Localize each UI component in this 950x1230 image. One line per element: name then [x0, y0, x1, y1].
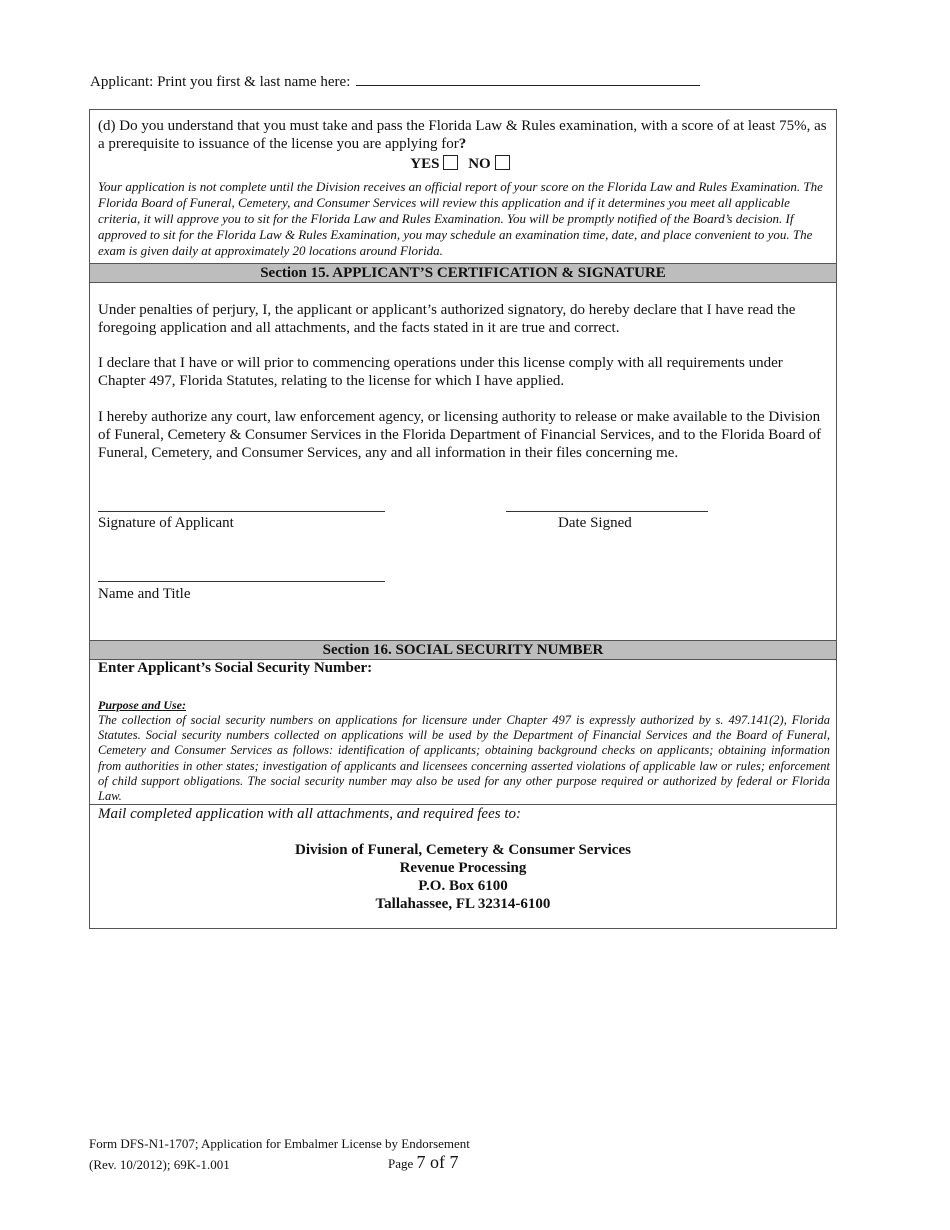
compliance-declaration: I declare that I have or will prior to commencing operations under this license comply with all requirements under Chapter 497, Florida Statutes, relating to the license for which I have applied.: [98, 355, 783, 389]
page-word: Page: [388, 1156, 414, 1171]
address-line-2: Revenue Processing: [399, 860, 527, 876]
form-box: [89, 109, 837, 929]
yes-label: YES: [410, 156, 440, 172]
footer-form-id: Form DFS-N1-1707; Application for Embalmer License by Endorsement: [89, 1136, 470, 1151]
yes-no-choice: [90, 155, 836, 173]
page-number: [388, 1152, 459, 1173]
no-checkbox[interactable]: [495, 155, 510, 170]
section-15-header: Section 15. APPLICANT’S CERTIFICATION & SIGNATURE: [90, 263, 836, 283]
mail-intro: Mail completed application with all attachments, and required fees to:: [98, 806, 521, 822]
name-title-label: Name and Title: [98, 586, 191, 602]
purpose-text: The collection of social security numbers on applications for licensure under Chapter 497 is expressly authorized by s. 497.141(2), Florida Statutes. Social security numbers collected on applications will be used by the Department of Financial Services and the Board of Funeral, Cemetery and Consumer Services as follows: identification of applicants; obtaining background checks on applicants; obtaining information from authorities in other states; investigation of applicants and licensees concerning asserted violations of applicable law or rules; enforcement of child support obligations. The social security number may also be used for any other purpose required or authorized by federal or Florida Law.: [98, 713, 830, 804]
question-d: [98, 117, 828, 153]
applicant-name-field[interactable]: [356, 71, 700, 86]
question-d-mark: ?: [458, 136, 467, 152]
mail-divider: [90, 804, 836, 805]
page-of: 7 of 7: [416, 1152, 459, 1172]
date-signed-label: Date Signed: [558, 515, 632, 531]
section-16-header: Section 16. SOCIAL SECURITY NUMBER: [90, 640, 836, 660]
applicant-name-prompt: [90, 71, 700, 91]
question-d-text: (d) Do you understand that you must take and pass the Florida Law & Rules examination, with a score of at least 75%, as a prerequisite to issuance of the license you are applying for: [98, 118, 827, 152]
footer-revision: (Rev. 10/2012); 69K-1.001: [89, 1157, 230, 1172]
date-signed-line[interactable]: [506, 511, 708, 512]
mailing-address: [90, 841, 836, 913]
exam-note: Your application is not complete until the Division receives an official report of your score on the Florida Law and Rules Examination. The Florida Board of Funeral, Cemetery, and Consumer Services will review this application and if it determines you meet all applicable criteria, it will approve you to sit for the Florida Law and Rules Examination. You will be promptly notified of the Board’s decision. If approved to sit for the Florida Law & Rules Examination, you may schedule an examination time, date, and place convenient to you. The exam is given daily at approximately 20 locations around Florida.: [98, 179, 823, 258]
yes-checkbox[interactable]: [443, 155, 458, 170]
signature-label: Signature of Applicant: [98, 515, 234, 531]
authorization-statement: I hereby authorize any court, law enforcement agency, or licensing authority to release or make available to the Division of Funeral, Cemetery & Consumer Services in the Florida Department of Financial Services, and to the Florida Board of Funeral, Cemetery, and Consumer Services, any and all information in their files concerning me.: [98, 409, 822, 461]
name-title-line[interactable]: [98, 581, 385, 582]
signature-line[interactable]: [98, 511, 385, 512]
perjury-declaration: Under penalties of perjury, I, the applicant or applicant’s authorized signatory, do hereby declare that I have read the foregoing application and all attachments, and the facts stated in it are true and correct.: [98, 302, 796, 336]
purpose-heading: Purpose and Use:: [98, 698, 187, 712]
ssn-label: Enter Applicant’s Social Security Number:: [98, 660, 373, 676]
address-line-4: Tallahassee, FL 32314-6100: [375, 896, 551, 912]
no-label: NO: [468, 156, 491, 172]
address-line-1: Division of Funeral, Cemetery & Consumer Services: [295, 842, 631, 858]
name-prompt-label: Applicant: Print you first & last name here:: [90, 74, 351, 90]
address-line-3: P.O. Box 6100: [418, 878, 508, 894]
